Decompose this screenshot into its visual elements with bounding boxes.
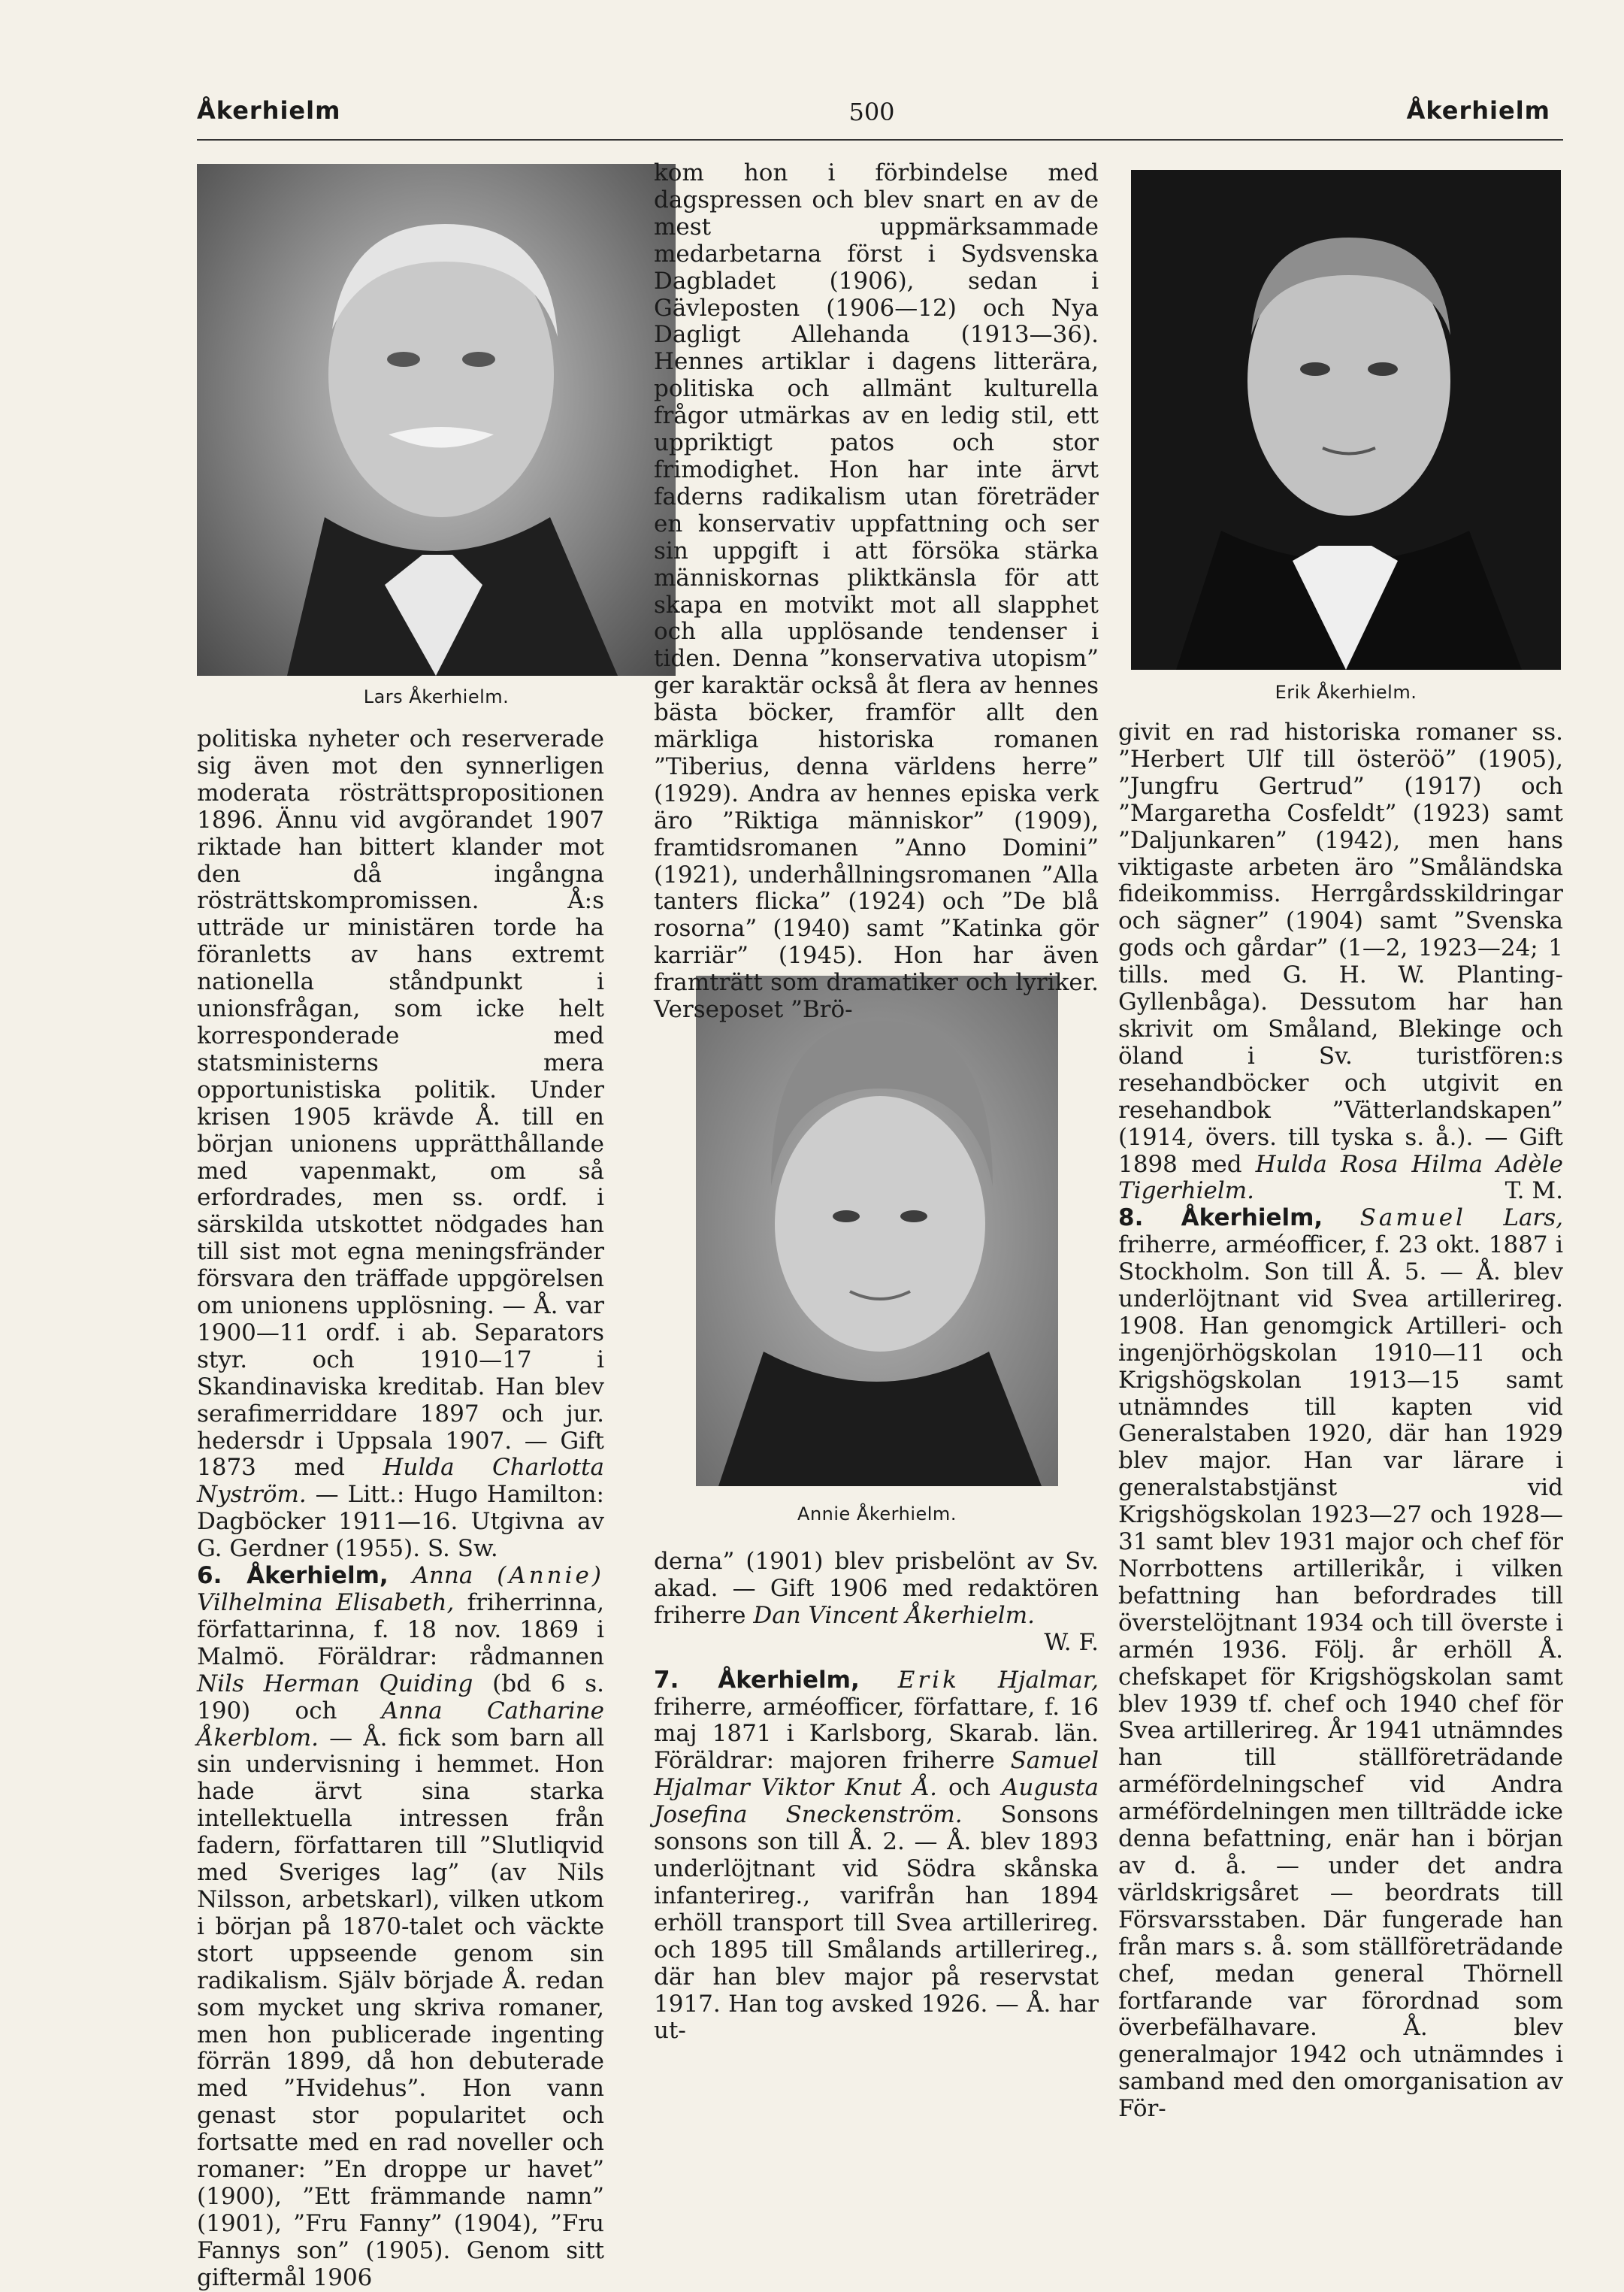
portrait-erik-image: [1131, 170, 1561, 670]
header-rule: [197, 139, 1563, 141]
column-middle-bottom: [654, 1549, 1099, 2045]
author-signature: W. F.: [1044, 1628, 1099, 1656]
person-name: Augusta Josefina Sneckenström.: [654, 1774, 1099, 1829]
entry-7-erik: [654, 1667, 1099, 2045]
person-name: Dan Vincent Åkerhielm.: [753, 1601, 1035, 1629]
person-name: Anna: [412, 1562, 473, 1590]
text-run: derna” (1901) blev prisbelönt av Sv. akad. — Gift 1906 med redaktören friherre: [654, 1548, 1099, 1629]
text-run: (bd 6 s. 190) och: [197, 1670, 604, 1724]
text-run: friherre, arméofficer, författare, f. 16 maj 1871 i Karlsborg, Skarab. län. Föräldrar: majoren friherre: [654, 1693, 1099, 1775]
person-name-spaced: Samuel: [1359, 1204, 1466, 1232]
paragraph-annie-end: [654, 1549, 1099, 1630]
person-name: Hulda Charlotta Nyström.: [197, 1454, 604, 1509]
text-run: — Litt.: Hugo Hamilton: Dagböcker 1911—16. Utgivna av G. Gerdner (1955).: [197, 1481, 604, 1563]
author-signature: T. M.: [1505, 1177, 1563, 1205]
page-header: [0, 96, 1624, 134]
running-head-right: Åkerhielm: [1406, 96, 1550, 125]
column-left: [197, 726, 604, 2292]
entry-heading: 7. Åkerhielm,: [654, 1666, 860, 1694]
paragraph-erik-continued: [1118, 719, 1563, 1205]
text-run: och: [937, 1774, 1002, 1802]
person-name: Anna Catharine Åkerblom.: [197, 1697, 604, 1752]
person-name: Hulda Rosa Hilma Adèle Tigerhielm.: [1118, 1150, 1564, 1205]
text-run: friherre, arméofficer, f. 23 okt. 1887 i Stockholm. Son till Å. 5. — Å. blev underlöjtnant vid Svea artillerireg. 1908. Han genomgick Artilleri- och ingenjörhögskolan 1910—11 och Krigshögskolan 1913—15 samt utnämndes till kapten vid Generalstaben 1920, där han 1929 blev major. Han var lärare i generalstabstjänst vid Krigshögskolan 1923—27 och 1928—31 samt blev 1931 major och chef för Norrbottens artillerikår, i vilken befattning han befordrades till överstelöjtnant 1934 och till överste i armén 1936. Följ. år erhöll Å. chefskapet för Krigshögskolan samt blev 1939 tf. chef och 1940 chef för Svea artillerireg. År 1941 utnämndes han till ställföreträdande arméfördelningschef vid Andra arméfördelningen men tillträdde icke denna befattning, enär han i början av d. å. — under det andra världskrigsåret — beordrats till Försvarsstaben. Där fungerade han från mars s. å. som ställföreträdande chef, medan general Thörnell fortfarande var förordnad som överbefälhavare. Å. blev generalmajor 1942 och utnämndes i samband med den omorganisation av För-: [1118, 1231, 1563, 2123]
running-head-left: Åkerhielm: [197, 96, 341, 125]
text-run: givit en rad historiska romaner ss. ”Herbert Ulf till österöö” (1905), ”Jungfru Gertrud” (1917) och ”Margaretha Cosfeldt” (1923) samt ”Daljunkaren” (1942), men hans viktigaste arbeten äro ”Småländska fideikommiss. Herrgårdsskildringar och sägner” (1904) samt ”Svenska gods och gårdar” (1—2, 1923—24; 1 tills. med G. H. W. Planting-Gyllenbåga). Dessutom har han skrivit om Småland, Blekinge och öland i Sv. turistfören:s resehandböcker och utgivit en resehandbok ”Vätterlandskapen” (1914, övers. till tyska s. å.). — Gift 1898 med: [1118, 719, 1563, 1178]
portrait-annie-image: [696, 976, 1058, 1486]
person-name: Hjalmar,: [997, 1666, 1099, 1694]
column-middle-top: [654, 160, 1099, 1024]
paragraph-lars-continued: [197, 726, 604, 1563]
entry-heading: 6. Åkerhielm,: [197, 1562, 389, 1590]
person-name-spaced: (Annie): [497, 1562, 605, 1590]
entry-6-annie: [197, 1563, 604, 2291]
text-run: Sonsons sonsons son till Å. 2. — Å. blev 1893 underlöjtnant vid Södra skånska infanterireg., varifrån han 1894 erhöll transport till Svea artillerireg. och 1895 till Smålands artillerireg., där han blev major på reservstat 1917. Han tog avsked 1926. — Å. har ut-: [654, 1801, 1099, 2045]
page-number: 500: [848, 98, 895, 126]
person-name: Nils Herman Quiding: [197, 1670, 473, 1697]
entry-8-samuel: [1118, 1205, 1563, 2123]
person-name: Samuel Hjalmar Viktor Knut Å.: [654, 1747, 1099, 1802]
text-run: friherrinna, författarinna, f. 18 nov. 1869 i Malmö. Föräldrar: rådmannen: [197, 1589, 604, 1670]
caption-lars: Lars Åkerhielm.: [363, 686, 510, 707]
text-run: politiska nyheter och reserverade sig även mot den synnerligen moderata rösträttspropositionen 1896. Ännu vid avgörandet 1907 riktade han bittert klander mot den då ingångna rösträttskompromissen. Å:s utträde ur ministären torde ha föranletts av hans extremt nationella ståndpunkt i unionsfrågan, som icke helt korresponderade med statsministerns mera opportunistiska politik. Under krisen 1905 krävde Å. till en början unionens upprätthållande med vapenmakt, om så erfordrades, men ss. ordf. i särskilda utskottet nödgades han till sist mot egna meningsfränder försvara den träffade uppgörelsen om unionens upplösning. — Å. var 1900—11 ordf. i ab. Separators styr. och 1910—17 i Skandinaviska kreditab. Han blev serafimerriddare 1897 och jur. hedersdr i Uppsala 1907. — Gift 1873 med: [197, 725, 604, 1482]
paragraph-annie-continued: kom hon i förbindelse med dagspressen och blev snart en av de mest uppmärksammade medarbetarna först i Sydsvenska Dagbladet (1906), sedan i Gävleposten (1906—12) och Nya Dagligt Allehanda (1913—36). Hennes artiklar i dagens litterära, politiska och allmänt kulturella frågor utmärkas av en ledig stil, ett uppriktigt patos och stor frimodighet. Hon har inte ärvt faderns radikalism utan företräder en konservativ uppfattning och ser sin uppgift i att försöka stärka människornas pliktkänsla för att skapa en motvikt mot all slapphet och alla upplösande tendenser i tiden. Denna ”konservativa utopism” ger karaktär också åt flera av hennes bästa böcker, framför allt den märkliga historiska romanen ”Tiberius, denna världens herre” (1929). Andra av hennes episka verk äro ”Riktiga människor” (1909), framtidsromanen ”Anno Domini” (1921), underhållningsromanen ”Alla tanters flicka” (1924) och ”De blå rosorna” (1940) samt ”Katinka gör karriär” (1945). Hon har även framträtt som dramatiker och lyriker. Verseposet ”Brö-: [654, 159, 1099, 1024]
text-run: — Å. fick som barn all sin undervisning i hemmet. Hon hade ärvt sina starka intellektuella intressen från fadern, författaren till ”Slutliqvid med Sveriges lag” (av Nils Nilsson, arbetskarl), vilken utkom i början på 1870-talet och väckte stort uppseende genom sin radikalism. Själv började Å. redan som mycket ung skriva romaner, men hon publicerade ingenting förrän 1899, då hon debuterade med ”Hvidehus”. Hon vann genast stor popularitet och fortsatte med en rad noveller och romaner: ”En droppe ur havet” (1900), ”Ett främmande namn” (1901), ”Fru Fanny” (1904), ”Fru Fannys son” (1905). Genom sitt giftermål 1906: [197, 1724, 604, 2291]
person-name: Vilhelmina Elisabeth,: [197, 1589, 455, 1616]
portrait-lars: [197, 164, 676, 676]
caption-annie: Annie Åkerhielm.: [797, 1503, 957, 1524]
column-right: [1118, 719, 1563, 2123]
portrait-annie: [696, 976, 1058, 1486]
person-name-spaced: Erik: [897, 1666, 960, 1694]
author-signature: S. Sw.: [427, 1535, 498, 1563]
portrait-lars-image: [197, 164, 676, 676]
caption-erik: Erik Åkerhielm.: [1275, 682, 1417, 703]
person-name: Lars,: [1503, 1204, 1564, 1232]
portrait-erik: [1131, 170, 1561, 670]
entry-heading: 8. Åkerhielm,: [1118, 1204, 1323, 1232]
